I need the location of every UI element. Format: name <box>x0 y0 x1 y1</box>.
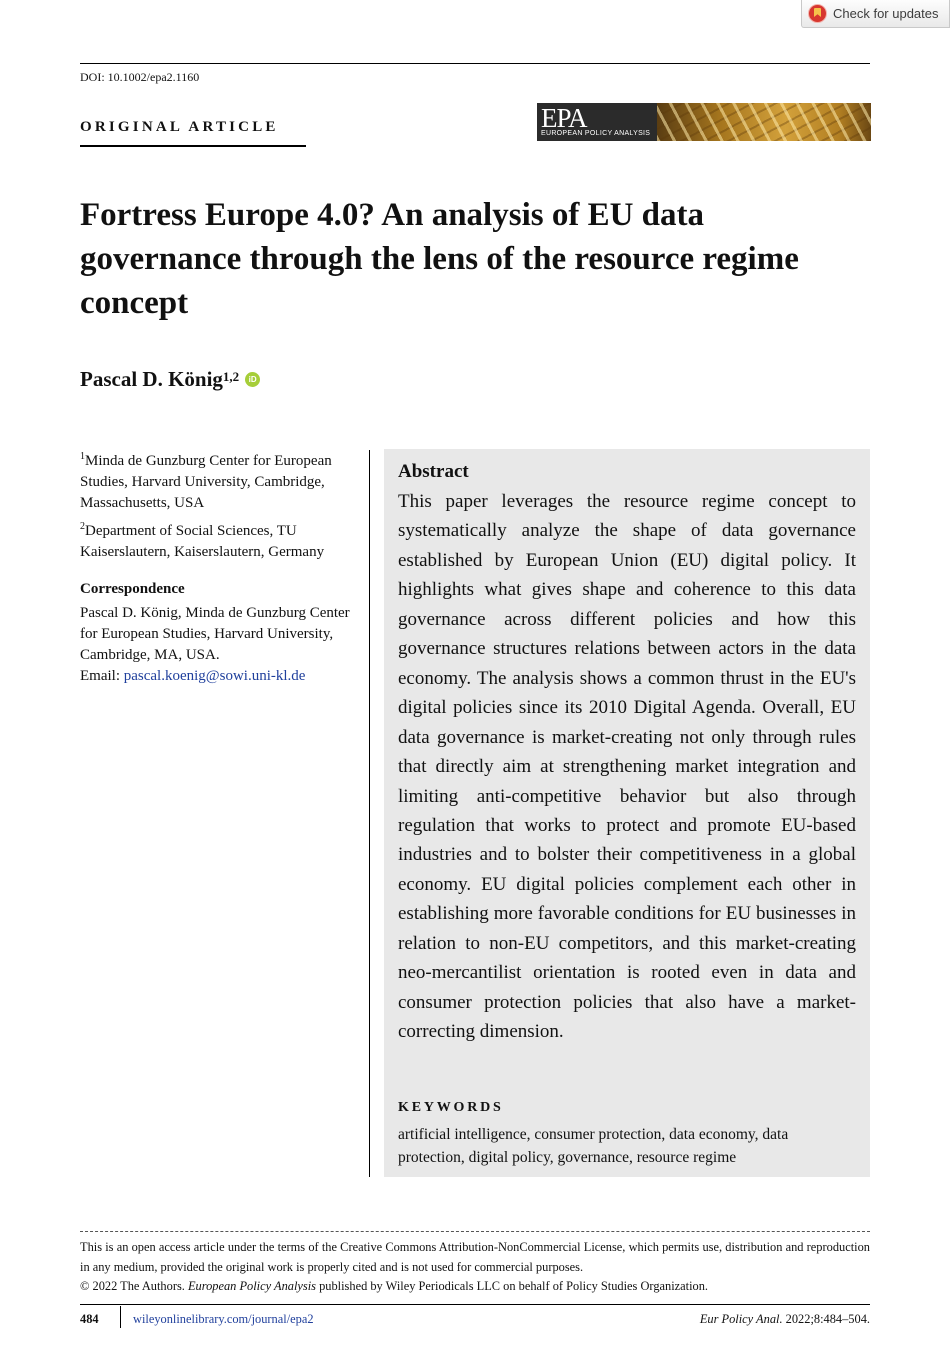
keywords-heading: KEYWORDS <box>398 1100 504 1115</box>
journal-logo <box>537 103 871 141</box>
journal-logo-mark: EPA <box>541 103 587 133</box>
header-rule <box>80 63 870 64</box>
email-link[interactable]: pascal.koenig@sowi.uni-kl.de <box>123 668 306 684</box>
copyright-line <box>80 1277 870 1297</box>
affiliation-1-text: Minda de Gunzburg Center for European Studies, Harvard University, Cambridge, Massachusetts, USA <box>80 453 332 511</box>
column-divider <box>369 450 370 1177</box>
article-title: Fortress Europe 4.0? An analysis of EU data governance through the lens of the resource regime concept <box>80 197 799 321</box>
journal-abbrev: Eur Policy Anal. <box>699 1312 783 1326</box>
keywords-text: artificial intelligence, consumer protection, data economy, data protection, digital policy, governance, resource regime <box>398 1126 789 1166</box>
correspondence-text: Pascal D. König, Minda de Gunzburg Center for European Studies, Harvard University, Cambridge, MA, USA. <box>80 605 350 663</box>
section-label: ORIGINAL ARTICLE <box>80 119 279 135</box>
abstract-text: This paper leverages the resource regime concept to systematically analyze the shape of data governance established by European Union (EU) digital policy. It highlights what gives shape and coherence to this data governance across different policies and how this governance structures relations between actors in the data economy. The analysis shows a common thrust in the EU's digital policies since its 2010 Digital Agenda. Overall, EU data governance is market-creating not only through rules that directly aim at strengthening market integration and limiting anti-competitive behavior but also through regulation that works to protect and promote EU-based industries and to bolster their competitiveness in a global economy. EU digital policies complement each other in establishing more favorable conditions for EU businesses in relation to non-EU competitors, and this market-creating neo-mercantilist orientation is rooted even in data and consumer protection policies that also have a market-correcting dimension. <box>398 491 856 1043</box>
abstract-heading: Abstract <box>398 461 469 482</box>
orcid-icon[interactable]: iD <box>245 372 260 387</box>
footer-rule <box>80 1304 870 1305</box>
author-affiliation-marks: 1,2 <box>222 368 240 384</box>
check-for-updates-button[interactable] <box>801 0 950 28</box>
journal-site-link[interactable]: wileyonlinelibrary.com/journal/epa2 <box>133 1312 314 1326</box>
copyright-suffix: published by Wiley Periodicals LLC on behalf of Policy Studies Organization. <box>315 1279 709 1294</box>
copyright-prefix: © 2022 The Authors. <box>80 1279 188 1294</box>
doi: DOI: 10.1002/epa2.1160 <box>80 70 200 84</box>
author-name: Pascal D. König <box>80 367 223 391</box>
journal-logo-artwork <box>657 103 871 141</box>
footer-divider <box>120 1306 121 1328</box>
license-notice <box>80 1238 870 1297</box>
email-label: Email: <box>80 668 124 684</box>
affiliation-2-mark: 2 <box>80 521 85 532</box>
check-for-updates-label: Check for updates <box>833 6 939 21</box>
footnote-separator <box>80 1231 870 1232</box>
license-text: This is an open access article under the terms of the Creative Commons Attribution-NonCommercial License, which permits use, distribution and reproduction in any medium, provided the original work is properly cited and is not used for commercial purposes. <box>80 1240 870 1274</box>
bookmark-icon <box>808 4 827 23</box>
affiliation-1 <box>80 446 365 514</box>
citation-details: 2022;8:484–504. <box>782 1312 870 1326</box>
page-number: 484 <box>80 1312 99 1326</box>
correspondence <box>80 603 365 687</box>
citation <box>700 1312 870 1327</box>
copyright-journal: European Policy Analysis <box>187 1279 316 1294</box>
author <box>80 367 260 392</box>
section-label-rule <box>80 145 306 147</box>
affiliation-2 <box>80 516 365 563</box>
correspondence-heading: Correspondence <box>80 581 185 597</box>
affiliation-1-mark: 1 <box>80 451 85 462</box>
affiliation-2-text: Department of Social Sciences, TU Kaiserslautern, Kaiserslautern, Germany <box>80 523 325 560</box>
journal-logo-panel <box>537 103 657 141</box>
journal-logo-subtitle: EUROPEAN POLICY ANALYSIS <box>541 130 651 137</box>
